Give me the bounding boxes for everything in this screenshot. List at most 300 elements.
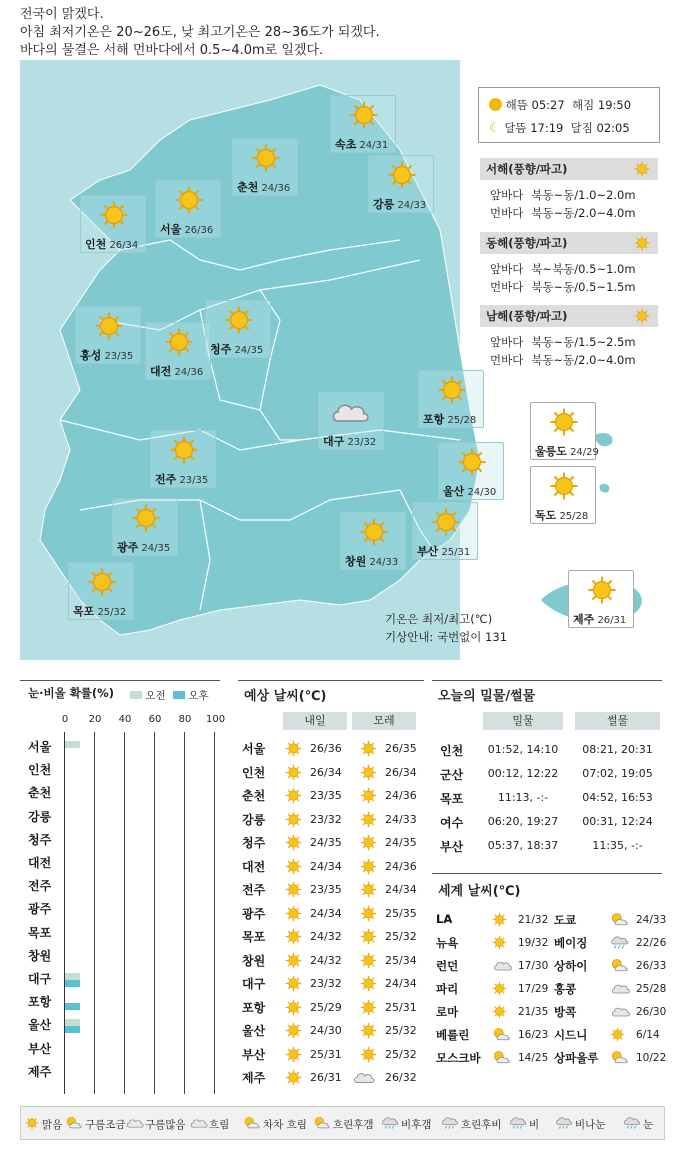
- sun-icon: [492, 981, 507, 996]
- city-name: 울릉도: [535, 445, 567, 458]
- sea-value: 북동~동/1.0~2.0m: [531, 188, 636, 202]
- city-label: [85, 236, 138, 252]
- precip-city: 창원: [28, 948, 52, 963]
- world-city: 베를린: [436, 1028, 470, 1042]
- cloud-icon: [352, 1069, 369, 1086]
- tide-high: 06:20, 19:27: [487, 815, 559, 828]
- sun-icon: [251, 143, 281, 173]
- sun-icon: [164, 327, 194, 357]
- sun-icon: [360, 764, 377, 781]
- sun-icon: [492, 935, 507, 950]
- tide-port: 여수: [440, 816, 464, 830]
- legend-label: 흐린후비: [461, 1119, 502, 1131]
- city-temp: 26/31: [594, 615, 627, 626]
- tide-high: 05:37, 18:37: [487, 839, 559, 852]
- city-name: 울산: [443, 485, 465, 498]
- tides-col-high: 밀물: [483, 712, 563, 730]
- world-temp: 22/26: [636, 937, 667, 949]
- sunset-time: 19:50: [597, 98, 632, 112]
- forecast-col-dayafter: 모레: [352, 712, 416, 730]
- tide-port: 군산: [440, 768, 464, 782]
- city-label: [237, 179, 290, 195]
- world-city: 방콕: [554, 1005, 577, 1019]
- dokdo-island: [599, 484, 609, 493]
- world-temp: 26/33: [636, 960, 667, 972]
- world-city: 뉴욕: [436, 936, 459, 950]
- am-swatch: [130, 691, 142, 699]
- precip-city: 춘천: [28, 786, 52, 801]
- sun-icon: [349, 100, 379, 130]
- forecast-tomorrow: 24/34: [310, 859, 342, 873]
- precip-city: 대전: [28, 856, 52, 870]
- sun-icon: [94, 311, 124, 341]
- city-name: 창원: [345, 555, 367, 568]
- sea-row: [490, 352, 636, 368]
- icon-legend: [20, 1106, 665, 1140]
- partly-cloudy-icon: [610, 958, 625, 973]
- city-box-독도: [530, 466, 596, 524]
- world-temp: 21/35: [518, 1006, 549, 1018]
- precip-tick: 40: [118, 714, 132, 725]
- moonrise-time: 17:19: [530, 121, 564, 135]
- forecast-tomorrow: 24/30: [310, 1024, 342, 1037]
- city-name: 청주: [210, 343, 232, 356]
- city-name: 제주: [573, 613, 595, 626]
- sun-icon: [492, 1004, 507, 1019]
- city-box-강릉: [368, 155, 434, 213]
- forecast-tomorrow: 26/31: [310, 1071, 342, 1084]
- sun-icon: [224, 305, 254, 335]
- forecast-city: 광주: [242, 906, 266, 921]
- sun-icon: [360, 858, 377, 875]
- legend-label: 구름조금: [85, 1119, 126, 1131]
- city-label: [573, 611, 626, 627]
- precip-bar-pm: [65, 1003, 80, 1010]
- sun-icon: [634, 308, 650, 324]
- sun-icon: [360, 952, 377, 969]
- cloud-icon: [610, 981, 625, 996]
- precip-city: 인천: [28, 763, 52, 778]
- city-temp: 23/35: [176, 475, 209, 486]
- sea-value: 북동~동/2.0~4.0m: [531, 353, 636, 367]
- sun-icon: [360, 740, 377, 757]
- world-temp: 25/28: [636, 983, 667, 995]
- world-city: LA: [436, 912, 453, 926]
- forecast-tomorrow: 23/32: [310, 977, 342, 990]
- sun-icon: [285, 764, 302, 781]
- city-label: [535, 443, 599, 459]
- precip-gridline: [124, 732, 125, 1094]
- city-box-춘천: [232, 138, 298, 196]
- precip-city: 청주: [28, 832, 52, 847]
- precip-city: 강릉: [28, 809, 52, 824]
- headline: [20, 6, 380, 60]
- sea-row: [490, 279, 636, 295]
- forecast-tomorrow: 23/35: [310, 883, 342, 896]
- world-city: 로마: [436, 1005, 459, 1019]
- city-label: [210, 341, 263, 357]
- city-label: [535, 507, 588, 523]
- legend-label: 비후갬: [401, 1119, 432, 1131]
- forecast-city: 목포: [242, 930, 266, 944]
- map-note-contact: 기상안내: 국번없이 131: [385, 630, 508, 644]
- cloud-icon: [492, 958, 507, 973]
- city-label: [323, 433, 376, 449]
- sun-icon: [99, 200, 129, 230]
- forecast-tomorrow: 24/32: [310, 953, 342, 967]
- world-city: 홍콩: [554, 982, 577, 996]
- precip-gridline: [214, 732, 215, 1094]
- world-temp: 26/30: [636, 1006, 667, 1018]
- sun-icon: [285, 928, 302, 945]
- city-label: [117, 539, 170, 555]
- world-temp: 21/32: [518, 914, 549, 926]
- sun-icon: [360, 787, 377, 804]
- map-note: [385, 610, 507, 646]
- city-label: [155, 471, 208, 487]
- sun-icon: [285, 905, 302, 922]
- sun-icon: [610, 1027, 625, 1042]
- sun-icon: [360, 834, 377, 851]
- city-box-대전: [145, 322, 211, 380]
- city-name: 포항: [423, 413, 445, 426]
- forecast-dayafter: 24/35: [385, 836, 417, 849]
- sunrise-label: 해뜸: [505, 98, 528, 112]
- world-temp: 10/22: [636, 1052, 667, 1064]
- precip-bar-am: [65, 973, 80, 980]
- rain-cloud-icon: [555, 1116, 569, 1130]
- city-temp: 25/28: [444, 415, 477, 426]
- precip-bar-pm: [65, 980, 80, 987]
- forecast-dayafter: 26/32: [385, 1071, 417, 1084]
- tide-port: 인천: [440, 744, 464, 758]
- precip-gridline: [94, 732, 95, 1094]
- forecast-dayafter: 25/34: [385, 953, 417, 967]
- sunset-label: 해짐: [572, 98, 595, 112]
- forecast-dayafter: 25/32: [385, 930, 417, 943]
- partly-cloudy-icon: [243, 1116, 257, 1130]
- precip-title: 눈·비올 확률(%): [28, 686, 114, 700]
- precip-tick: 100: [206, 714, 226, 725]
- city-temp: 26/34: [106, 240, 139, 251]
- city-temp: 24/29: [566, 447, 599, 458]
- sea-value: 북동~동/2.0~4.0m: [531, 206, 636, 220]
- map-note-temp: 기온은 최저/최고(℃): [385, 612, 493, 626]
- city-box-제주: [568, 570, 634, 628]
- rain-cloud-icon: [610, 935, 625, 950]
- precip-tick: 60: [148, 714, 162, 725]
- forecast-city: 대전: [242, 859, 266, 874]
- forecast-dayafter: 24/34: [385, 883, 417, 896]
- city-temp: 24/35: [138, 543, 171, 554]
- forecast-dayafter: 24/36: [385, 789, 417, 802]
- city-label: [80, 347, 133, 363]
- forecast-city: 포항: [242, 1000, 266, 1015]
- sun-icon: [285, 999, 302, 1016]
- legend-label: 비나눈: [575, 1119, 606, 1131]
- city-name: 서울: [160, 223, 182, 236]
- city-box-홍성: [75, 306, 141, 364]
- world-city: 파리: [436, 982, 459, 996]
- world-city: 상파울루: [554, 1051, 599, 1065]
- city-name: 독도: [535, 509, 557, 522]
- sun-icon: [285, 1069, 302, 1086]
- city-box-울산: [438, 442, 504, 500]
- city-label: [73, 603, 126, 619]
- legend-label: 흐림: [209, 1119, 230, 1131]
- sun-icon: [285, 834, 302, 851]
- city-name: 대전: [150, 365, 172, 378]
- forecast-tomorrow: 26/34: [310, 765, 342, 779]
- headline-line-1: 전국이 맑겠다.: [20, 7, 104, 22]
- rain-cloud-icon: [441, 1116, 455, 1130]
- sun-icon: [87, 567, 117, 597]
- precip-city: 대구: [28, 972, 52, 986]
- cloud-icon: [189, 1116, 203, 1130]
- sun-icon: [431, 507, 461, 537]
- forecast-tomorrow: 24/34: [310, 906, 342, 920]
- forecast-tomorrow: 25/29: [310, 1000, 342, 1014]
- forecast-dayafter: 24/36: [385, 859, 417, 873]
- cloud-icon: [125, 1116, 139, 1130]
- world-temp: 6/14: [636, 1029, 660, 1041]
- precip-city: 목포: [28, 925, 52, 940]
- sea-value: 북~북동/0.5~1.0m: [531, 262, 636, 276]
- world-city: 상하이: [554, 959, 588, 973]
- city-label: [417, 543, 470, 559]
- sun-icon: [489, 98, 502, 111]
- city-name: 부산: [417, 545, 439, 558]
- tide-port: 부산: [440, 840, 464, 854]
- city-name: 강릉: [373, 198, 395, 211]
- sun-icon: [285, 787, 302, 804]
- precip-city: 포항: [28, 995, 52, 1010]
- forecast-col-tomorrow: 내일: [283, 712, 347, 730]
- sun-icon: [549, 407, 579, 437]
- forecast-city: 제주: [242, 1071, 266, 1085]
- sun-icon: [285, 1022, 302, 1039]
- moonrise-label: 달뜸: [504, 121, 527, 135]
- tides-title: 오늘의 밀물/썰물: [438, 689, 536, 704]
- sun-icon: [457, 447, 487, 477]
- city-name: 춘천: [237, 181, 259, 194]
- city-box-서울: [155, 180, 221, 238]
- city-temp: 24/36: [258, 183, 291, 194]
- world-city: 도쿄: [554, 913, 577, 927]
- city-box-울릉도: [530, 402, 599, 460]
- sun-icon: [285, 858, 302, 875]
- partly-cloudy-icon: [492, 1027, 507, 1042]
- forecast-city: 강릉: [242, 812, 266, 827]
- city-box-대구: [318, 392, 384, 450]
- city-box-포항: [418, 370, 484, 428]
- city-box-전주: [150, 430, 216, 488]
- city-temp: 24/36: [171, 367, 204, 378]
- precip-bar-am: [65, 1019, 80, 1026]
- sun-icon: [360, 881, 377, 898]
- cloud-icon: [329, 397, 359, 427]
- sea-value: 북동~동/1.5~2.5m: [531, 335, 636, 349]
- city-label: [423, 411, 476, 427]
- precip-legend: [130, 688, 209, 703]
- sea-zone: 앞바다: [490, 335, 524, 349]
- sun-icon: [360, 975, 377, 992]
- sea-header: 서해(풍향/파고): [480, 158, 658, 180]
- city-label: [373, 196, 426, 212]
- sun-icon: [360, 905, 377, 922]
- sun-icon: [174, 185, 204, 215]
- precip-city: 전주: [28, 879, 52, 894]
- forecast-tomorrow: 24/35: [310, 836, 342, 849]
- precip-bar-pm: [65, 1026, 80, 1033]
- precip-city: 광주: [28, 902, 52, 917]
- city-temp: 24/33: [394, 200, 427, 211]
- city-name: 전주: [155, 473, 177, 486]
- city-temp: 24/33: [366, 557, 399, 568]
- precip-city: 서울: [28, 740, 52, 754]
- moonset-label: 달짐: [570, 121, 593, 135]
- sun-icon: [169, 435, 199, 465]
- legend-label: 흐린후갬: [333, 1119, 374, 1131]
- sun-icon: [25, 1116, 39, 1130]
- sunrise-time: 05:27: [531, 98, 565, 112]
- legend-label: 차차 흐림: [263, 1119, 307, 1131]
- forecast-dayafter: 24/34: [385, 977, 417, 990]
- world-city: 모스크바: [436, 1051, 481, 1065]
- sun-icon: [634, 161, 650, 177]
- city-temp: 25/28: [556, 511, 589, 522]
- precip-tick: 0: [61, 714, 69, 725]
- forecast-city: 전주: [242, 883, 266, 897]
- sun-icon: [285, 740, 302, 757]
- world-city: 시드니: [554, 1028, 588, 1042]
- forecast-tomorrow: 24/32: [310, 930, 342, 943]
- city-box-목포: [68, 562, 134, 620]
- city-box-광주: [112, 498, 178, 556]
- am-label: 오전: [145, 690, 166, 702]
- city-box-부산: [412, 502, 478, 560]
- forecast-city: 서울: [242, 742, 266, 756]
- forecast-tomorrow: 23/32: [310, 812, 342, 826]
- pm-label: 오후: [188, 690, 209, 702]
- moonset-time: 02:05: [596, 121, 630, 135]
- city-temp: 24/31: [356, 140, 389, 151]
- tide-port: 목포: [440, 792, 464, 806]
- city-name: 목포: [73, 605, 95, 618]
- precip-tick: 20: [88, 714, 102, 725]
- forecast-tomorrow: 25/31: [310, 1047, 342, 1061]
- sun-icon: [360, 999, 377, 1016]
- sun-icon: [285, 975, 302, 992]
- sea-row: [490, 334, 636, 350]
- city-temp: 24/35: [231, 345, 264, 356]
- tide-low: 11:35, -:-: [592, 839, 643, 852]
- forecast-city: 울산: [242, 1024, 266, 1038]
- sea-row: [490, 261, 636, 277]
- city-box-인천: [80, 195, 146, 253]
- sun-icon: [359, 517, 389, 547]
- city-temp: 24/30: [464, 487, 497, 498]
- sea-value: 북동~동/0.5~1.5m: [531, 280, 636, 294]
- forecast-tomorrow: 23/35: [310, 789, 342, 802]
- tide-high: 01:52, 14:10: [487, 743, 559, 756]
- sun-icon: [285, 1046, 302, 1063]
- city-name: 홍성: [80, 349, 102, 362]
- sun-icon: [285, 881, 302, 898]
- forecast-city: 창원: [242, 953, 266, 968]
- precip-bar-am: [65, 741, 80, 748]
- city-label: [443, 483, 496, 499]
- partly-cloudy-icon: [313, 1116, 327, 1130]
- precip-gridline: [184, 732, 185, 1094]
- precip-gridline: [64, 732, 65, 1094]
- forecast-dayafter: 26/34: [385, 765, 417, 779]
- rain-cloud-icon: [623, 1116, 637, 1130]
- tide-low: 00:31, 12:24: [582, 815, 653, 828]
- world-temp: 16/23: [518, 1029, 549, 1041]
- forecast-tomorrow: 26/36: [310, 742, 342, 755]
- rain-cloud-icon: [381, 1116, 395, 1130]
- world-title: 세계 날씨(℃): [438, 884, 521, 899]
- partly-cloudy-icon: [492, 1050, 507, 1065]
- city-label: [345, 553, 398, 569]
- partly-cloudy-icon: [610, 1050, 625, 1065]
- sea-row: [490, 205, 636, 221]
- sea-zone: 먼바다: [490, 353, 524, 367]
- tide-low: 07:02, 19:05: [582, 767, 653, 780]
- city-box-속초: [330, 95, 396, 153]
- legend-label: 비: [529, 1119, 540, 1131]
- city-temp: 25/32: [94, 607, 127, 618]
- precip-city: 부산: [28, 1041, 52, 1056]
- sea-header: 남해(풍향/파고): [480, 305, 658, 327]
- sun-icon: [360, 928, 377, 945]
- city-box-청주: [205, 300, 271, 358]
- forecast-dayafter: 25/31: [385, 1000, 417, 1014]
- forecast-city: 춘천: [242, 789, 266, 803]
- forecast-city: 부산: [242, 1047, 266, 1062]
- city-label: [150, 363, 203, 379]
- sun-icon: [285, 811, 302, 828]
- sun-icon: [587, 575, 617, 605]
- city-box-창원: [340, 512, 406, 570]
- sun-icon: [360, 811, 377, 828]
- sea-row: [490, 187, 636, 203]
- forecast-dayafter: 25/32: [385, 1047, 417, 1061]
- sea-zone: 앞바다: [490, 262, 524, 276]
- partly-cloudy-icon: [610, 912, 625, 927]
- city-name: 광주: [117, 541, 139, 554]
- sun-icon: [360, 1022, 377, 1039]
- sea-header: 동해(풍향/파고): [480, 232, 658, 254]
- forecast-dayafter: 24/33: [385, 812, 417, 826]
- city-temp: 26/36: [181, 225, 214, 236]
- city-temp: 25/31: [438, 547, 471, 558]
- sun-icon: [285, 952, 302, 969]
- sun-icon: [492, 912, 507, 927]
- city-name: 속초: [335, 138, 357, 151]
- sun-icon: [437, 375, 467, 405]
- city-name: 대구: [323, 435, 345, 448]
- tide-low: 08:21, 20:31: [582, 743, 653, 756]
- tide-high: 00:12, 12:22: [487, 767, 559, 780]
- city-temp: 23/35: [101, 351, 134, 362]
- forecast-city: 인천: [242, 765, 266, 780]
- sun-icon: [360, 1046, 377, 1063]
- world-temp: 17/29: [518, 983, 549, 995]
- sea-zone: 먼바다: [490, 280, 524, 294]
- forecast-city: 대구: [242, 977, 266, 991]
